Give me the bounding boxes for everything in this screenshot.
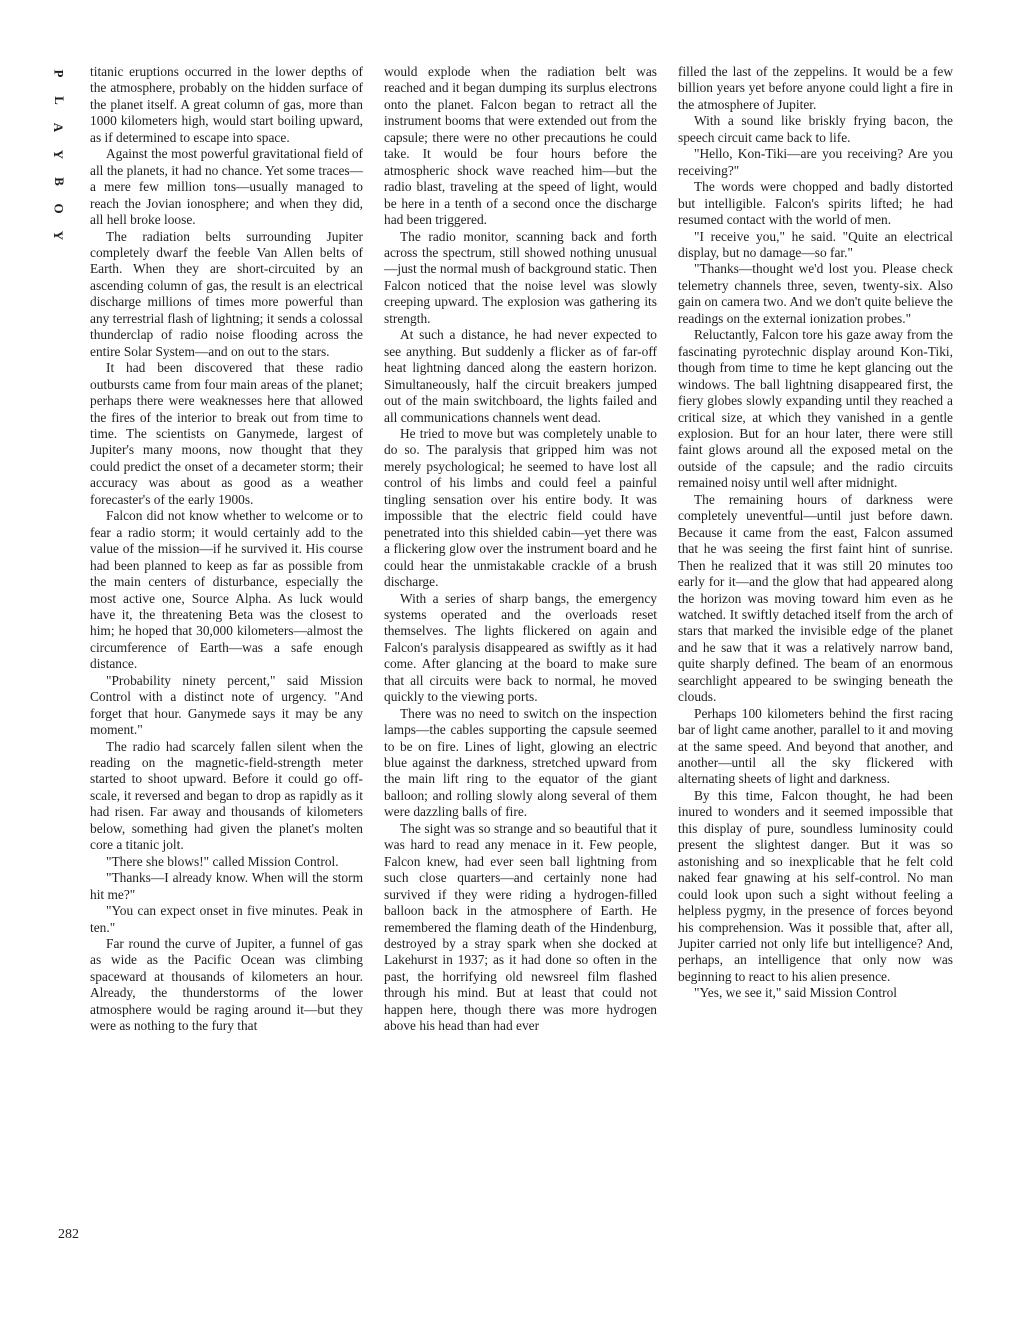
magazine-letter: B [51, 177, 67, 186]
text-column-3 [678, 64, 953, 1002]
paragraph: It had been discovered that these radio outbursts came from four main areas of the planet; perhaps there were weaknesses here that allowed the fires of the interior to break out from time to time. The scientists on Ganymede, largest of Jupiter's many moons, now thought that they could predict the onset of a decameter storm; their accuracy was about as good as a weather forecaster's of the early 1900s. [90, 360, 363, 507]
magazine-letter: L [51, 96, 67, 105]
magazine-letter: O [51, 203, 67, 214]
paragraph: Against the most powerful gravitational field of all the planets, it had no chance. Yet some traces—a mere few million tons—usually managed to reach the Jovian ionosphere; and when they did, all hell broke loose. [90, 146, 363, 228]
paragraph: At such a distance, he had never expected to see anything. But suddenly a flicker as of far-off heat lightning danced along the eastern horizon. Simultaneously, half the circuit breakers jumped out of the main switchboard, the lights failed and all communications channels went dead. [384, 327, 657, 425]
magazine-name [44, 60, 74, 249]
paragraph: By this time, Falcon thought, he had been inured to wonders and it seemed impossible that this display of pure, soundless luminosity could present the slightest danger. But it was so astonishing and so inexplicable that he felt cold naked fear gnawing at his self-control. No man could look upon such a sight without feeling a helpless pygmy, in the presence of forces beyond his comprehension. Was it possible that, after all, Jupiter carried not only life but intelligence? And, perhaps, an intelligence that only now was beginning to react to his alien presence. [678, 787, 953, 984]
magazine-letter: Y [51, 149, 67, 160]
paragraph: "Yes, we see it," said Mission Control [694, 985, 897, 1001]
magazine-letter: Y [51, 230, 67, 241]
paragraph: The radiation belts surrounding Jupiter completely dwarf the feeble Van Allen belts of Earth. When they are short-circuited by an ascending column of gas, the result is an electrical discharge millions of times more powerful than any terrestrial flash of lightning; it sends a colossal thunderclap of radio noise flooding across the entire Solar System—and on out to the stars. [90, 228, 363, 359]
paragraph: The sight was so strange and so beautiful that it was hard to read any menace in it. Few people, Falcon knew, had ever seen ball lightning from such close quarters—and certainly none had survived if they were riding a hydrogen-filled balloon back in the atmosphere of Earth. He remembered the flaming death of the Hindenburg, destroyed by a stray spark when she docked at Lakehurst in 1937; as it had done so often in the past, the horrifying old newsreel film flashed through his mind. But at least that could not happen here, though there was more hydrogen above his head than had ever [384, 820, 657, 1034]
paragraph: The radio had scarcely fallen silent when the reading on the magnetic-field-strength meter started to shoot upward. Before it could go off-scale, it reversed and began to drop as rapidly as it had risen. Far away and thousands of kilometers below, something had given the planet's molten core a titanic jolt. [90, 738, 363, 853]
paragraph: The words were chopped and badly distorted but intelligible. Falcon's spirits lifted; he had resumed contact with the world of men. [678, 179, 953, 228]
magazine-letter: P [51, 69, 67, 78]
paragraph: filled the last of the zeppelins. It would be a few billion years yet before anyone could light a fire in the atmosphere of Jupiter. [678, 64, 953, 112]
paragraph: Reluctantly, Falcon tore his gaze away from the fascinating pyrotechnic display around Kon-Tiki, though from time to time he kept glancing out the windows. The ball lightning disappeared first, the fiery globes slowly expanding until they reached a critical size, at which they vanished in a gentle explosion. But for an hour later, there were still faint glows around all the exposed metal on the outside of the capsule; and the radio circuits remained noisy until well after midnight. [678, 327, 953, 491]
paragraph: Perhaps 100 kilometers behind the first racing bar of light came another, parallel to it and moving at the same speed. And beyond that another, and another—until all the sky flickered with alternating sheets of light and darkness. [678, 705, 953, 787]
paragraph: "Thanks—I already know. When will the storm hit me?" [90, 870, 363, 902]
text-column-1 [90, 64, 363, 1035]
paragraph: The radio monitor, scanning back and forth across the spectrum, still showed nothing unusual—just the normal mush of background static. Then Falcon noticed that the noise level was slowly creeping upward. The explosion was gathering its strength. [384, 228, 657, 326]
magazine-letter: A [51, 122, 67, 133]
paragraph: "I receive you," he said. "Quite an electrical display, but no damage—so far." [678, 228, 953, 260]
paragraph: "Probability ninety percent," said Mission Control with a distinct note of urgency. "And forget that hour. Ganymede says it may be any moment." [90, 672, 363, 738]
paragraph: With a series of sharp bangs, the emergency systems operated and the overloads reset themselves. The lights flickered on again and Falcon's paralysis disappeared as swiftly as it had come. After glancing at the board to make sure that all circuits were back to normal, he moved quickly to the viewing ports. [384, 590, 657, 705]
paragraph: Far round the curve of Jupiter, a funnel of gas as wide as the Pacific Ocean was climbing spaceward at thousands of kilometers an hour. Already, the thunderstorms of the lower atmosphere would be raging around it—but they were as nothing to the fury that [90, 936, 363, 1034]
paragraph: would explode when the radiation belt was reached and it began dumping its surplus electrons onto the planet. Falcon began to retract all the instrument booms that were extended out from the capsule; there were no other precautions he could take. It would be four hours before the atmospheric shock wave reached him—but the radio blast, traveling at the speed of light, would be here in a tenth of a second once the discharge had been triggered. [384, 64, 657, 228]
page-number: 282 [58, 1227, 79, 1242]
paragraph: There was no need to switch on the inspection lamps—the cables supporting the capsule seemed to be on fire. Lines of light, glowing an electric blue against the darkness, stretched upward from the main lift ring to the equator of the giant balloon; and rolling slowly along several of them were dazzling balls of fire. [384, 705, 657, 820]
paragraph: "You can expect onset in five minutes. Peak in ten." [90, 903, 363, 935]
paragraph: The remaining hours of darkness were completely uneventful—until just before dawn. Because it came from the east, Falcon assumed that he was seeing the first faint hint of sunrise. Then he realized that it was still 20 minutes too early for it—and the glow that had appeared along the horizon was moving toward him even as he watched. It swiftly detached itself from the arch of stars that marked the invisible edge of the planet and he saw that it was a relatively narrow band, quite sharply defined. The beam of an enormous searchlight appeared to be swinging beneath the clouds. [678, 491, 953, 705]
paragraph: "Hello, Kon-Tiki—are you receiving? Are you receiving?" [678, 146, 953, 178]
paragraph: titanic eruptions occurred in the lower depths of the atmosphere, probably on the hidden surface of the planet itself. A great column of gas, more than 1000 kilometers high, would start boiling upward, as if determined to escape into space. [90, 64, 363, 145]
paragraph: "Thanks—thought we'd lost you. Please check telemetry channels three, seven, twenty-six. Also gain on camera two. And we don't quite believe the readings on the external ionization probes." [678, 261, 953, 326]
paragraph: He tried to move but was completely unable to do so. The paralysis that gripped him was not merely psychological; he seemed to have lost all control of his limbs and could feel a painful tingling sensation over his entire body. It was impossible that the electric field could have penetrated into this shielded cabin—yet there was a flickering glow over the instrument board and he could hear the unmistakable crackle of a brush discharge. [384, 425, 657, 590]
text-column-2 [384, 64, 657, 1035]
paragraph: Falcon did not know whether to welcome or to fear a radio storm; it would certainly add to the value of the mission—if he survived it. His course had been planned to keep as far as possible from the main centers of disturbance, especially the most active one, Source Alpha. As luck would have it, the threatening Beta was the closest to him; he hoped that 30,000 kilometers—almost the circumference of Earth—was a safe enough distance. [90, 508, 363, 672]
paragraph: With a sound like briskly frying bacon, the speech circuit came back to life. [678, 113, 953, 145]
paragraph: "There she blows!" called Mission Control. [106, 853, 339, 869]
